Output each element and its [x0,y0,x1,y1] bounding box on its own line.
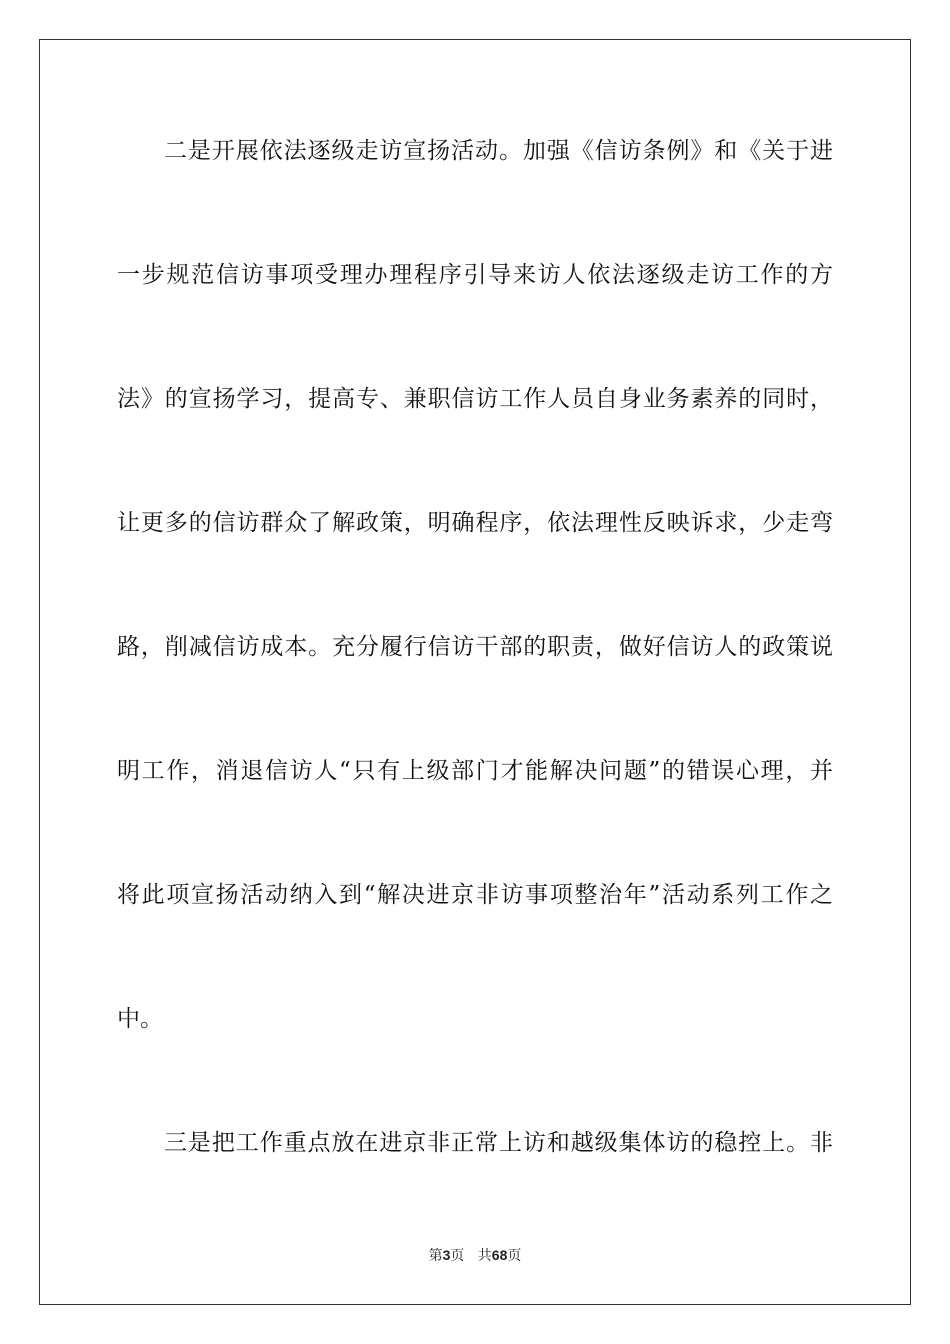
paragraph-line: 三是把工作重点放在进京非正常上访和越级集体访的稳控上。非 [164,1130,833,1156]
current-page-number: 3 [442,1247,451,1263]
page-border [39,39,911,1305]
paragraph-line: 法》的宣扬学习，提高专、兼职信访工作人员自身业务素养的同时， [117,386,833,412]
paragraph-line: 路，削减信访成本。充分履行信访干部的职责，做好信访人的政策说 [117,634,833,660]
footer-total-suffix: 页 [507,1248,522,1264]
paragraph-line: 一步规范信访事项受理办理程序引导来访人依法逐级走访工作的方 [117,262,833,288]
paragraph-line: 让更多的信访群众了解政策，明确程序，依法理性反映诉求，少走弯 [117,510,833,536]
page-footer [0,1245,950,1265]
footer-total-prefix: 共 [477,1248,492,1264]
paragraph-line: 明工作，消退信访人“只有上级部门才能解决问题”的错误心理，并 [117,758,833,784]
paragraph-line: 中。 [117,1006,163,1032]
paragraph-line: 将此项宣扬活动纳入到“解决进京非访事项整治年”活动系列工作之 [117,882,833,908]
total-page-count: 68 [491,1247,508,1263]
footer-page-suffix: 页 [450,1248,465,1264]
footer-prefix: 第 [428,1248,443,1264]
paragraph-line: 二是开展依法逐级走访宣扬活动。加强《信访条例》和《关于进 [164,138,833,164]
